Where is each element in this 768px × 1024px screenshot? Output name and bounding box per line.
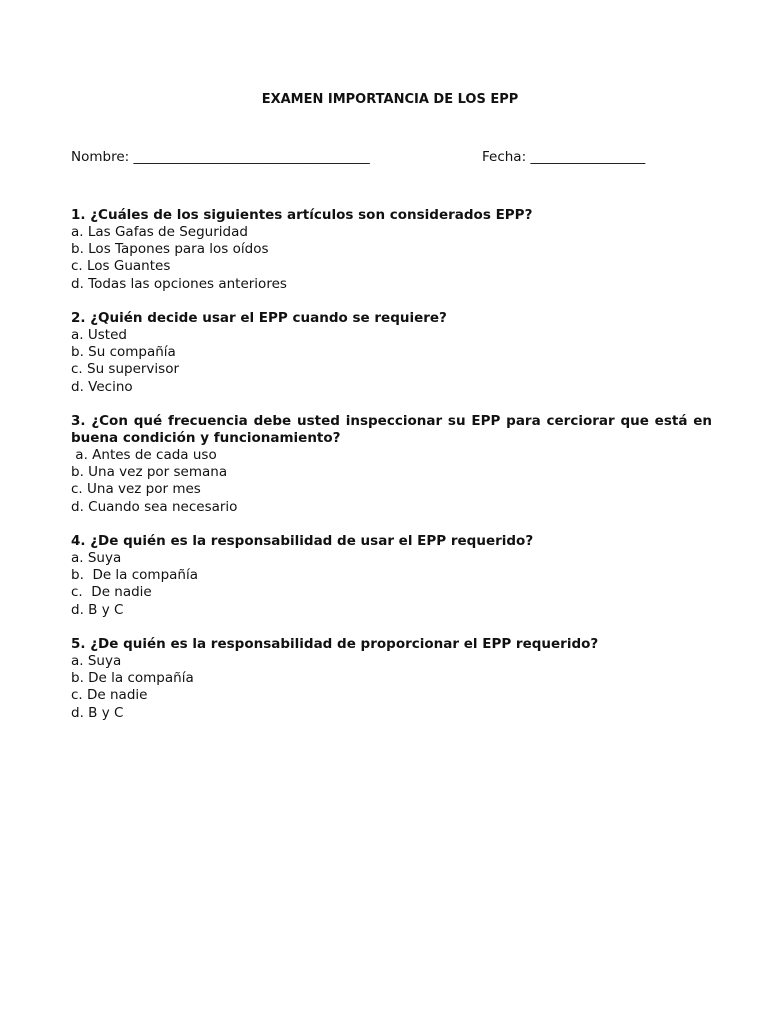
option-c[interactable]: c. Su supervisor [71, 361, 180, 378]
option-b[interactable]: b. De la compañía [71, 567, 199, 584]
option-a[interactable]: a. Suya [71, 550, 122, 566]
fecha-label: Fecha: [482, 149, 531, 165]
option-b[interactable]: b. Los Tapones para los oídos [71, 241, 269, 258]
nombre-field[interactable] [71, 149, 370, 165]
option-c[interactable]: c. De nadie [71, 687, 148, 704]
nombre-blank-line[interactable]: ___________________________________ [133, 149, 370, 165]
option-d[interactable]: d. B y C [71, 601, 124, 618]
option-a[interactable]: a. Suya [71, 653, 122, 669]
option-d[interactable]: d. Cuando sea necesario [71, 498, 238, 515]
question-text: 4. ¿De quién es la responsabilidad de usar el EPP requerido? [71, 533, 534, 549]
option-b[interactable]: b. De la compañía [71, 670, 194, 687]
fecha-blank-line[interactable]: _________________ [530, 149, 646, 165]
option-d[interactable]: d. Vecino [71, 378, 133, 395]
question-1 [71, 207, 712, 293]
question-2 [71, 310, 712, 396]
option-c[interactable]: c. Los Guantes [71, 258, 171, 275]
question-5 [71, 636, 712, 722]
option-b[interactable]: b. Su compañía [71, 344, 176, 361]
option-a[interactable]: a. Antes de cada uso [71, 447, 217, 463]
question-text: 5. ¿De quién es la responsabilidad de proporcionar el EPP requerido? [71, 636, 599, 652]
question-text: 2. ¿Quién decide usar el EPP cuando se requiere? [71, 310, 447, 326]
question-text: 1. ¿Cuáles de los siguientes artículos son considerados EPP? [71, 207, 533, 223]
option-c[interactable]: c. De nadie [71, 584, 152, 601]
fecha-field[interactable] [482, 149, 645, 165]
option-d[interactable]: d. B y C [71, 704, 124, 721]
question-4 [71, 533, 712, 619]
nombre-label: Nombre: [71, 149, 134, 165]
option-d[interactable]: d. Todas las opciones anteriores [71, 275, 287, 292]
option-a[interactable]: a. Usted [71, 327, 127, 343]
option-c[interactable]: c. Una vez por mes [71, 481, 201, 498]
question-text: 3. ¿Con qué frecuencia debe usted inspeccionar su EPP para cerciorar que está en buena condición y funcionamiento? [71, 413, 712, 446]
option-a[interactable]: a. Las Gafas de Seguridad [71, 224, 248, 240]
question-3 [71, 413, 712, 516]
exam-title: EXAMEN IMPORTANCIA DE LOS EPP [261, 92, 519, 107]
option-b[interactable]: b. Una vez por semana [71, 464, 228, 481]
